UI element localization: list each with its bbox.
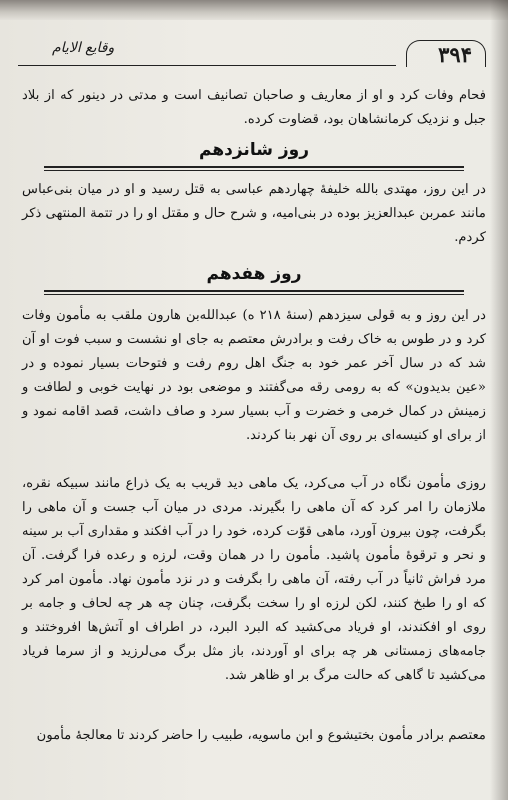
page-number: ۳۹۴: [438, 42, 472, 67]
paragraph-2: در این روز، مهتدی بالله خلیفهٔ چهاردهم عباسی به قتل رسید و او در میان بنی‌عباس مانند عمربن عبدالعزیز بوده در بنی‌امیه، و شرح حال و مقتل او را در تتمة المنتهی ذکر کردم.: [22, 182, 486, 245]
heading-text: روز هفدهم: [206, 264, 302, 284]
heading-text: روز شانزدهم: [199, 140, 309, 160]
heading-rule: [44, 170, 464, 171]
page-header: [18, 40, 486, 68]
page-gutter-shadow: [490, 0, 508, 800]
paragraph-5: معتصم برادر مأمون بختیشوع و ابن ماسویه، طبیب را حاضر کردند تا معالجهٔ مأمون: [36, 728, 486, 743]
section-heading-17: [44, 266, 464, 296]
heading-rule: [44, 294, 464, 295]
paragraph-4: روزی مأمون نگاه در آب می‌کرد، یک ماهی دید قریب به یک ذراع مانند سبیکه نقره، ملازمان را امر کرد که آن ماهی را بگیرند. مردی در میان آب جست و آن ماهی را بگرفت، چون بیرون آورد، ماهی قوّت کرده، خود را در آب افکند و مقداری آب بر سینه و نحر و ترقوهٔ مأمون پاشید. مأمون را در همان وقت، لرزه و رعده فرا گرفت. آن مرد فراش ثانیاً در آب رفته، آن ماهی را بگرفت و در نزد مأمون نهاد. مأمون امر کرد که او را طبخ کنند، لکن لرزه او را سخت بگرفت، چنان چه هر چه لحاف و جامه بر روی او افکندند، او فریاد می‌کشید که البرد البرد، در اطراف او آتش‌ها افروختند و جامه‌های زمستانی هر چه برای او آوردند، باز مثل برگ می‌لرزید و از سرما فریاد می‌کشید تا گاهی که حالت مرگ بر او ظاهر شد.: [22, 476, 486, 683]
section-heading-16: [44, 142, 464, 172]
paragraph-1: فحام وفات کرد و او از معاریف و صاحبان تصانیف است و مدتی در دینور که از بلاد جبل و نزدیک کرمانشاهان بود، قضاوت کرده.: [22, 88, 486, 127]
paragraph-3: در این روز و به قولی سیزدهم (سنهٔ ۲۱۸ ه) عبدالله‌بن هارون ملقب به مأمون وفات کرد و در طوس به خاک رفت و برادرش معتصم به جای او نشست و سبب فوت او آن شد که در سال آخر عمر خود به جنگ اهل روم رفت و فتوحات بسیار نموده و در «عین بدیدون» که به رومی رقه می‌گفتند و موضعی بود در نهایت خوبی و لطافت و زمینش در کمال خرمی و خضرت و آب بسیار سرد و صاف داشت، قصد اقامه نمود و از برای او کنیسه‌ای بر روی آن نهر بنا کردند.: [22, 308, 486, 443]
page-top-edge: [0, 0, 508, 20]
heading-rule: [44, 290, 464, 292]
heading-rule: [44, 166, 464, 168]
running-title: وقایع الایام: [52, 40, 115, 56]
header-rule: [18, 65, 396, 66]
